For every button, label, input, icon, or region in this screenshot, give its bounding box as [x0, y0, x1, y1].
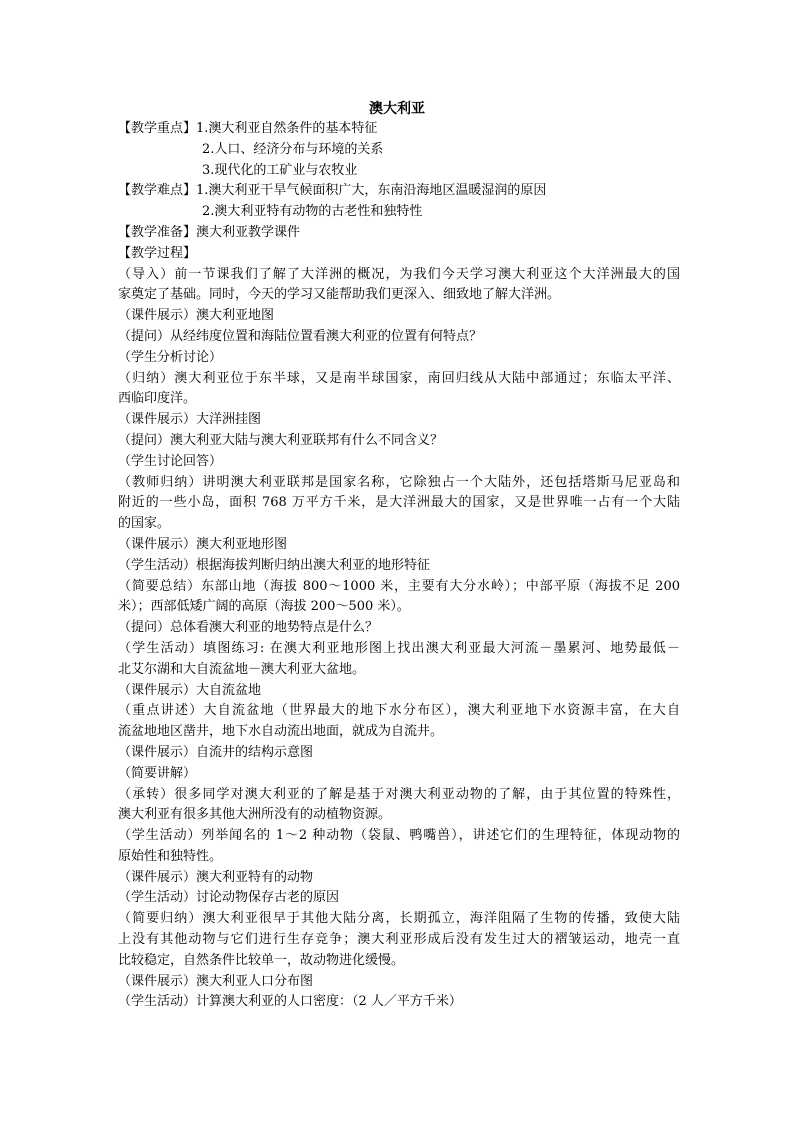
- page-title: 澳大利亚: [369, 101, 425, 117]
- text-line: （简要总结）东部山地（海拔 800～1000 米，主要有大分水岭）；中部平原（海拔不足 200: [118, 578, 680, 594]
- text-line: 附近的一些小岛，面积 768 万平方千米，是大洋洲最大的国家，又是世界唯一占有一个大陆: [118, 495, 680, 511]
- text-line: （课件展示）大洋洲挂图: [118, 412, 262, 428]
- text-line: 【教学过程】: [118, 245, 197, 261]
- text-line: （简要归纳）澳大利亚很早于其他大陆分离，长期孤立，海洋阻隔了生物的传播，致使大陆: [118, 911, 680, 927]
- text-line: 【教学重点】1.澳大利亚自然条件的基本特征: [118, 121, 378, 136]
- text-line: 澳大利亚有很多其他大洲所没有的动植物资源。: [118, 807, 392, 823]
- text-line: （课件展示）澳大利亚地图: [118, 308, 275, 324]
- text-line: （承转）很多同学对澳大利亚的了解是基于对澳大利亚动物的了解，由于其位置的特殊性，: [118, 786, 680, 802]
- text-line: 比较稳定，自然条件比较单一，故动物进化缓慢。: [118, 952, 405, 968]
- text-line: （课件展示）自流井的结构示意图: [118, 744, 314, 760]
- text-line: 的国家。: [118, 516, 171, 532]
- text-line: （归纳）澳大利亚位于东半球，又是南半球国家，南回归线从大陆中部通过；东临太平洋、: [118, 370, 680, 386]
- text-line: 2.澳大利亚特有动物的古老性和独特性: [202, 204, 423, 220]
- text-line: （课件展示）澳大利亚地形图: [118, 536, 288, 552]
- text-line: （提问）从经纬度位置和海陆位置看澳大利亚的位置有何特点？: [118, 328, 483, 344]
- text-line: 流盆地地区凿井，地下水自动流出地面，就成为自流井。: [118, 724, 444, 740]
- text-line: （导入）前一节课我们了解了大洋洲的概况，为我们今天学习澳大利亚这个大洋洲最大的国: [118, 266, 680, 282]
- text-line: 家奠定了基础。同时，今天的学习又能帮助我们更深入、细致地了解大洋洲。: [118, 287, 561, 303]
- text-line: （重点讲述）大自流盆地（世界最大的地下水分布区），澳大利亚地下水资源丰富，在大自: [118, 703, 680, 719]
- text-line: （提问）总体看澳大利亚的地势特点是什么？: [118, 620, 379, 636]
- text-line: 【教学难点】1.澳大利亚干旱气候面积广大，东南沿海地区温暖湿润的原因: [118, 183, 547, 199]
- text-line: （简要讲解）: [118, 765, 197, 781]
- text-line: 原始性和独特性。: [118, 848, 223, 864]
- text-line: （课件展示）大自流盆地: [118, 682, 262, 698]
- text-line: （提问）澳大利亚大陆与澳大利亚联邦有什么不同含义？: [118, 432, 444, 448]
- text-line: 北艾尔湖和大自流盆地－澳大利亚大盆地。: [118, 661, 366, 677]
- text-line: （学生活动）根据海拔判断归纳出澳大利亚的地形特征: [118, 557, 431, 573]
- lesson-body: [118, 119, 680, 1013]
- text-line: 2.人口、经济分布与环境的关系: [202, 141, 384, 157]
- text-line: 米）；西部低矮广阔的高原（海拔 200～500 米）。: [118, 599, 410, 615]
- text-line: （学生活动）计算澳大利亚的人口密度：（2 人／平方千米）: [118, 994, 462, 1010]
- text-line: （课件展示）澳大利亚特有的动物: [118, 869, 314, 885]
- text-line: 上没有其他动物与它们进行生存竞争；澳大利亚形成后没有发生过大的褶皱运动，地壳一直: [118, 932, 680, 948]
- text-line: （学生活动）填图练习: 在澳大利亚地形图上找出澳大利亚最大河流－墨累河、地势最低－: [118, 640, 680, 656]
- text-line: （课件展示）澳大利亚人口分布图: [118, 973, 314, 989]
- text-line: （教师归纳）讲明澳大利亚联邦是国家名称，它除独占一个大陆外，还包括塔斯马尼亚岛和: [118, 474, 680, 490]
- text-line: 【教学准备】澳大利亚教学课件: [118, 224, 301, 240]
- text-line: 西临印度洋。: [118, 391, 197, 407]
- text-line: （学生活动）讨论动物保存古老的原因: [118, 890, 340, 906]
- text-line: （学生讨论回答）: [118, 453, 223, 469]
- text-line: 3.现代化的工矿业与农牧业: [202, 162, 358, 178]
- text-line: （学生活动）列举闻名的 1～2 种动物（袋鼠、鸭嘴兽），讲述它们的生理特征，体现动物的: [118, 828, 680, 844]
- text-line: （学生分析讨论）: [118, 349, 223, 365]
